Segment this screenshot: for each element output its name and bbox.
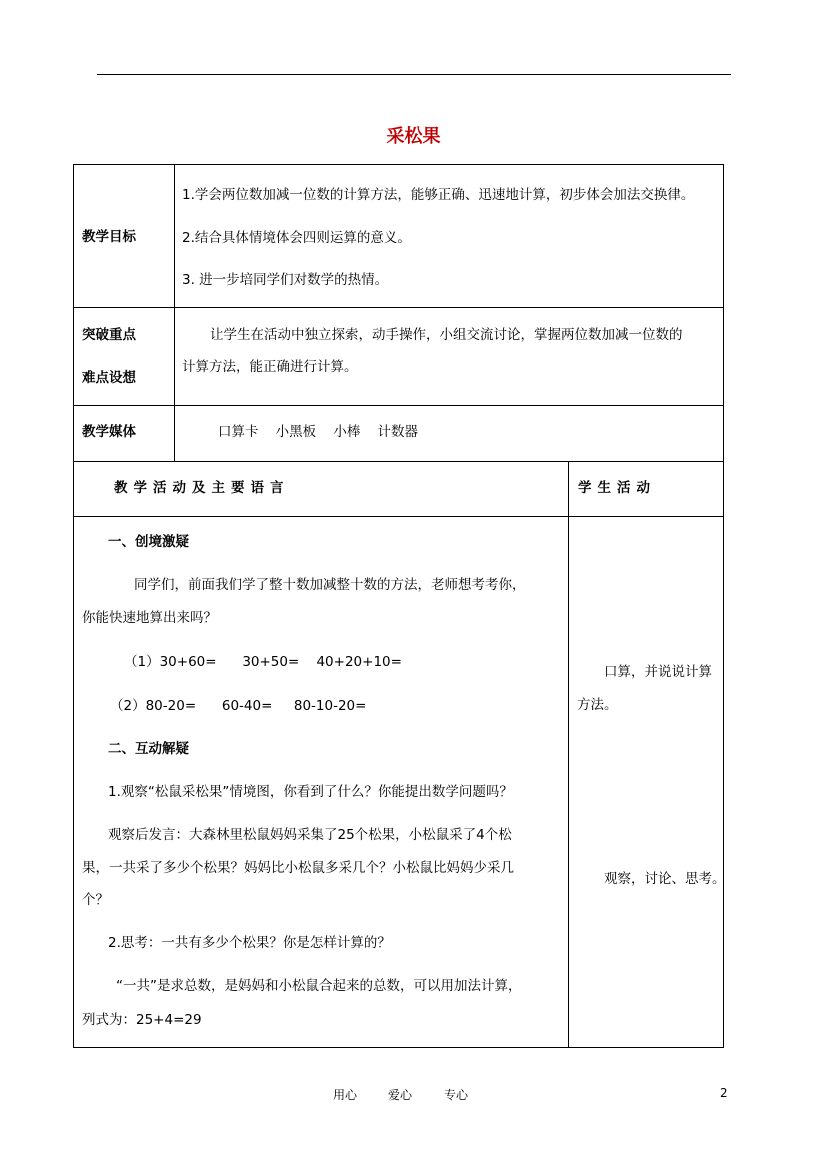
section-heading: 二、互动解疑 [108,741,189,757]
section-heading: 一、创境激疑 [108,534,189,550]
activity-answer: 个？ [82,892,109,908]
footer-label: 专心 [444,1088,469,1102]
key-points-text: 计算方法，能正确进行计算。 [182,359,358,375]
activity-answer: “一共”是求总数，是妈妈和小松鼠合起来的总数，可以用加法计算， [116,978,522,994]
label-column-divider [174,165,175,461]
page-title: 采松果 [386,126,441,147]
header-rule [97,74,731,75]
row-divider-1 [74,307,723,308]
activity-column-divider [568,461,569,1047]
row-divider-4 [74,516,723,517]
section-paragraph: 同学们，前面我们学了整十数加减整十数的方法，老师想考考你， [134,577,526,593]
key-points-text: 让学生在活动中独立探索，动手操作，小组交流讨论，掌握两位数加减一位数的 [210,327,683,343]
row-divider-2 [74,405,723,406]
lesson-table [73,164,724,1048]
activity-column-header: 教学活动及主要语言 [114,480,290,496]
page-number: 2 [720,1086,728,1100]
exercise-line: （2）80-20= 60-40= 80-10-20= [110,698,367,714]
row-divider-3 [74,461,723,462]
activity-answer: 观察后发言：大森林里松鼠妈妈采集了25个松果，小松鼠采了4个松 [108,827,512,843]
objective-item: 1.学会两位数加减一位数的计算方法，能够正确、迅速地计算，初步体会加法交换律。 [182,187,695,203]
activity-answer: 列式为：25+4=29 [82,1012,202,1028]
section-paragraph: 你能快速地算出来吗？ [82,610,217,626]
student-column-header: 学生活动 [578,480,656,496]
objectives-label: 教学目标 [82,229,136,245]
student-activity: 方法。 [577,697,618,713]
objective-item: 2.结合具体情境体会四则运算的意义。 [182,230,411,246]
key-points-label: 突破重点 [82,327,136,343]
objective-item: 3. 进一步培同学们对数学的热情。 [182,272,389,288]
student-activity: 口算，并说说计算 [604,664,712,680]
activity-item: 1.观察“松鼠采松果”情境图，你看到了什么？你能提出数学问题吗？ [108,784,513,800]
footer-label: 爱心 [388,1088,413,1102]
exercise-line: （1）30+60= 30+50= 40+20+10= [124,654,402,670]
media-text: 口算卡 小黑板 小棒 计数器 [218,424,418,440]
activity-answer: 果，一共采了多少个松果？妈妈比小松鼠多采几个？小松鼠比妈妈少采几 [82,860,514,876]
footer-label: 用心 [333,1088,358,1102]
key-points-label: 难点设想 [82,370,136,386]
activity-item: 2.思考：一共有多少个松果？你是怎样计算的？ [108,935,391,951]
student-activity: 观察，讨论、思考。 [604,871,726,887]
media-label: 教学媒体 [82,424,136,440]
